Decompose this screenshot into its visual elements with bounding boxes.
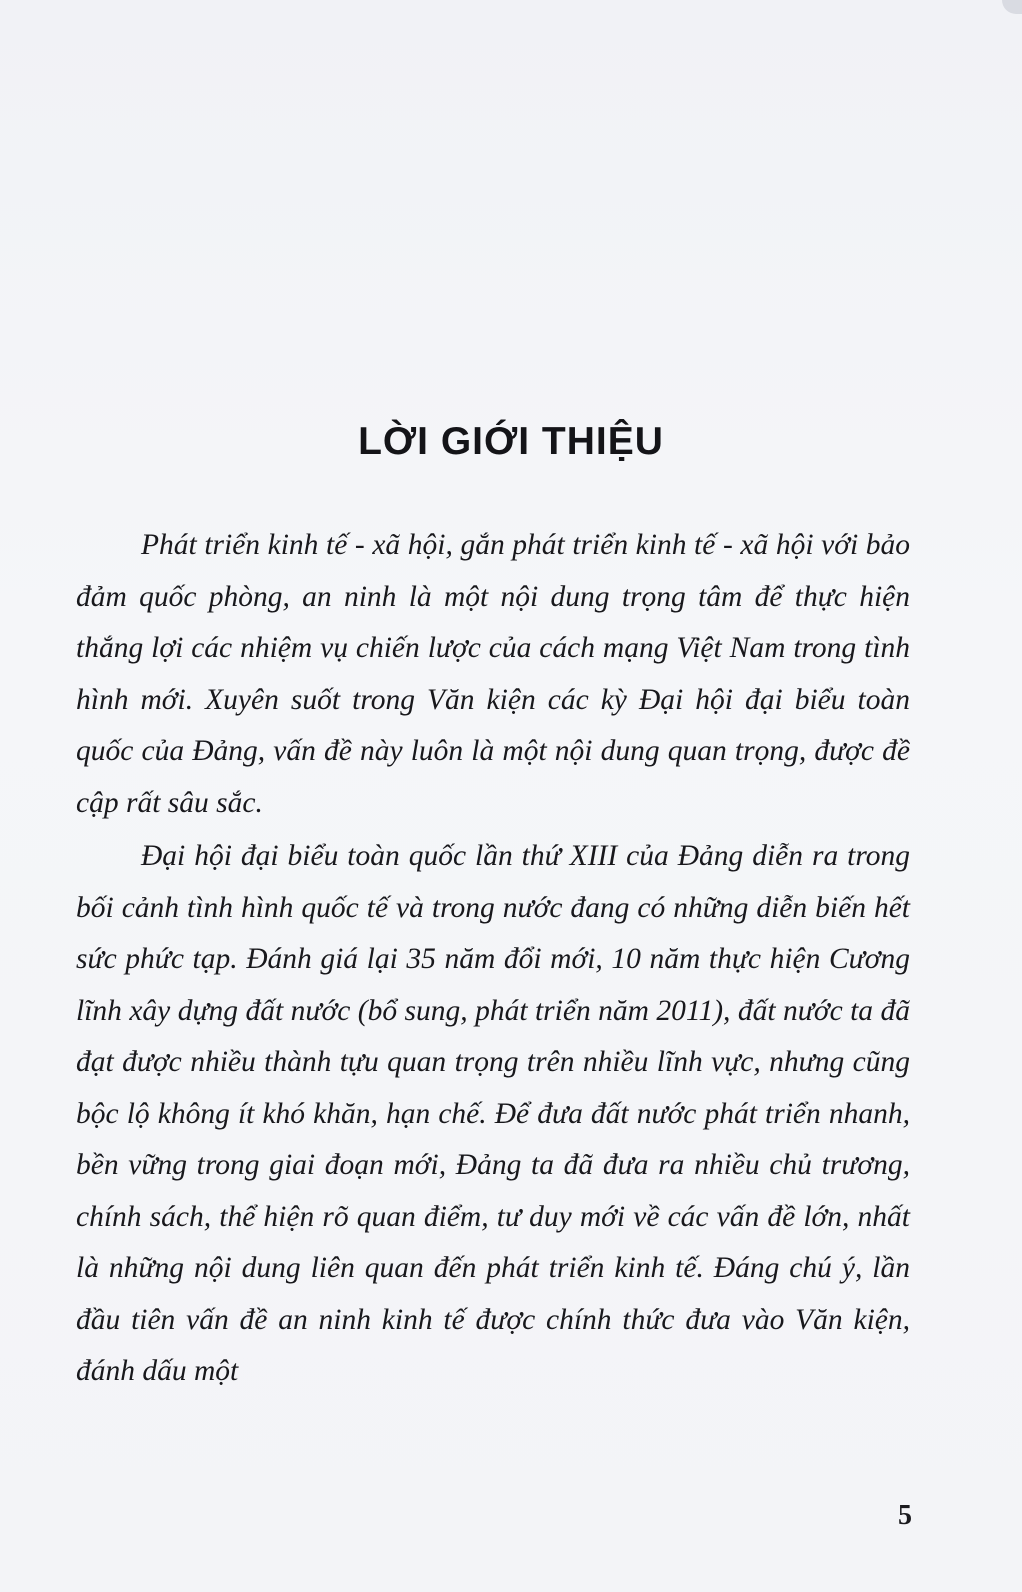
page-title: LỜI GIỚI THIỆU bbox=[358, 420, 664, 463]
paragraph-2: Đại hội đại biểu toàn quốc lần thứ XIII của Đảng diễn ra trong bối cảnh tình hình quốc tế và trong nước đang có những diễn biến hết sức phức tạp. Đánh giá lại 35 năm đổi mới, 10 năm thực hiện Cương lĩnh xây dựng đất nước (bổ sung, phát triển năm 2011), đất nước ta đã đạt được nhiều thành tựu quan trọng trên nhiều lĩnh vực, nhưng cũng bộc lộ không ít khó khăn, hạn chế. Để đưa đất nước phát triển nhanh, bền vững trong giai đoạn mới, Đảng ta đã đưa ra nhiều chủ trương, chính sách, thể hiện rõ quan điểm, tư duy mới về các vấn đề lớn, nhất là những nội dung liên quan đến phát triển kinh tế. Đáng chú ý, lần đầu tiên vấn đề an ninh kinh tế được chính thức đưa vào Văn kiện, đánh dấu một bbox=[76, 840, 910, 1387]
paragraph-1: Phát triển kinh tế - xã hội, gắn phát triển kinh tế - xã hội với bảo đảm quốc phòng, an ninh là một nội dung trọng tâm để thực hiện thắng lợi các nhiệm vụ chiến lược của cách mạng Việt Nam trong tình hình mới. Xuyên suốt trong Văn kiện các kỳ Đại hội đại biểu toàn quốc của Đảng, vấn đề này luôn là một nội dung quan trọng, được đề cập rất sâu sắc. bbox=[76, 529, 910, 819]
body-text bbox=[76, 520, 910, 1400]
page-corner-mark bbox=[1002, 0, 1022, 14]
page-number: 5 bbox=[898, 1500, 912, 1531]
